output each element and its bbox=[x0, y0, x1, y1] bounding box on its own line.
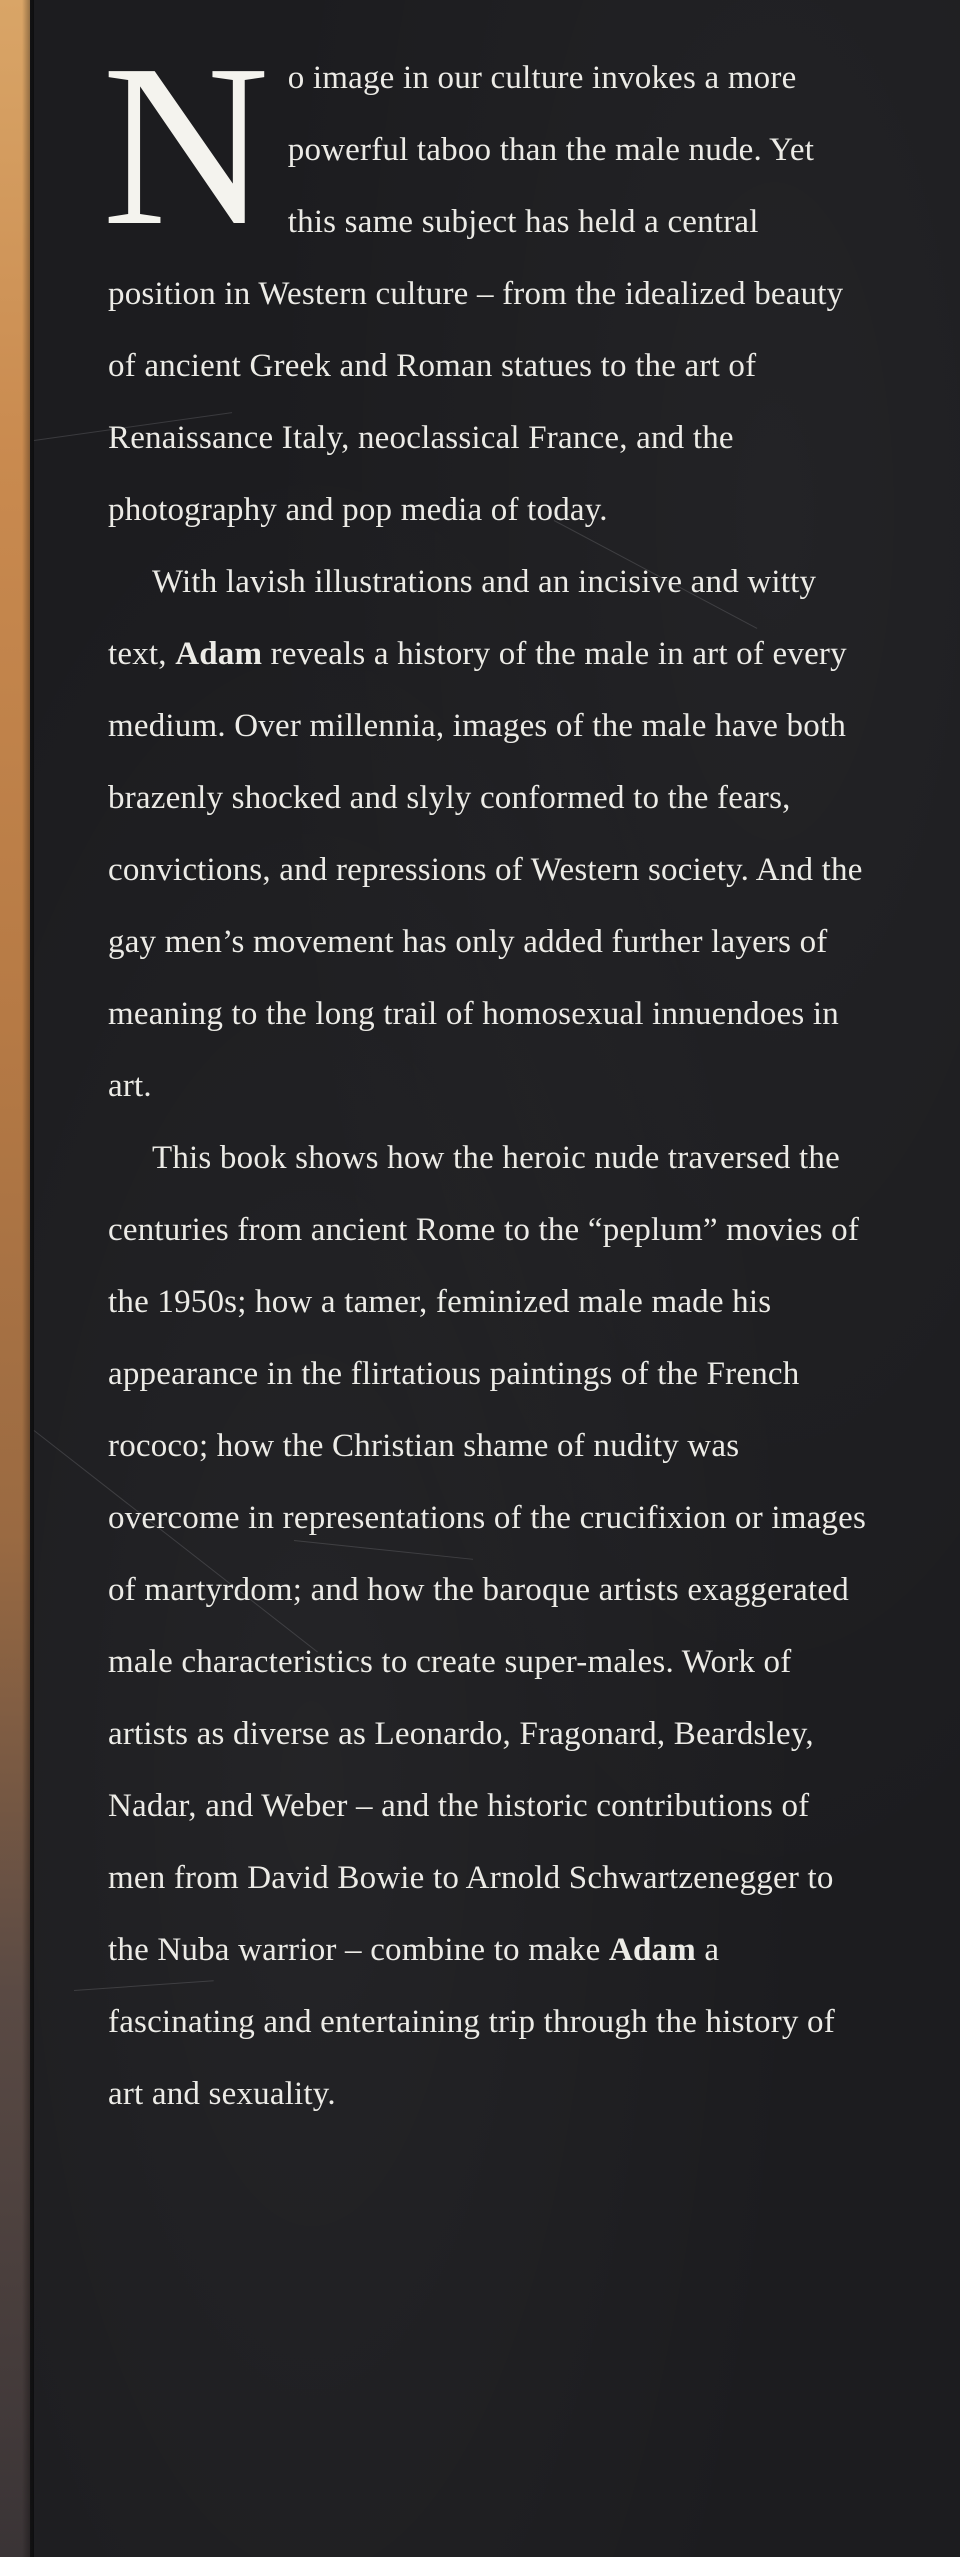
paragraph-overview-text-1: With lavish illustrations and an incisive and witty text, bbox=[108, 564, 817, 672]
book-title: Adam bbox=[175, 636, 263, 672]
book-title: Adam bbox=[608, 1932, 696, 1968]
paragraph-intro bbox=[102, 17, 868, 546]
paragraph-contents-text-1: This book shows how the heroic nude traversed the centuries from ancient Rome to the “peplum” movies of the 1950s; how a tamer, feminized male made his appearance in the flirtatious paintings of the French rococo; how the Christian shame of nudity was overcome in representations of the crucifixion or images of martyrdom; and how the baroque artists exaggerated male characteristics to create super-males. Work of artists as diverse as Leonardo, Fragonard, Beardsley, Nadar, and Weber – and the historic contributions of men from David Bowie to Arnold Schwartzenegger to the Nuba warrior – combine to make bbox=[108, 1140, 867, 1968]
paragraph-overview bbox=[108, 546, 868, 1122]
paragraph-contents-text-2: a fascinating and entertaining trip through the history of art and sexuality. bbox=[108, 1932, 835, 2112]
paragraph-intro-text: o image in our culture invokes a more powerful taboo than the male nude. Yet this same subject has held a central position in Western culture – from the idealized beauty of ancient Greek and Roman statues to the art of Renaissance Italy, neoclassical France, and the photography and pop media of today. bbox=[108, 60, 844, 528]
drop-cap: N bbox=[102, 17, 270, 274]
blurb-text bbox=[102, 17, 868, 2130]
paragraph-overview-text-2: reveals a history of the male in art of every medium. Over millennia, images of the male have both brazenly shocked and slyly conformed to the fears, convictions, and repressions of Western society. And the gay men’s movement has only added further layers of meaning to the long trail of homosexual innuendoes in art. bbox=[108, 636, 863, 1104]
paragraph-contents bbox=[108, 1122, 868, 2130]
